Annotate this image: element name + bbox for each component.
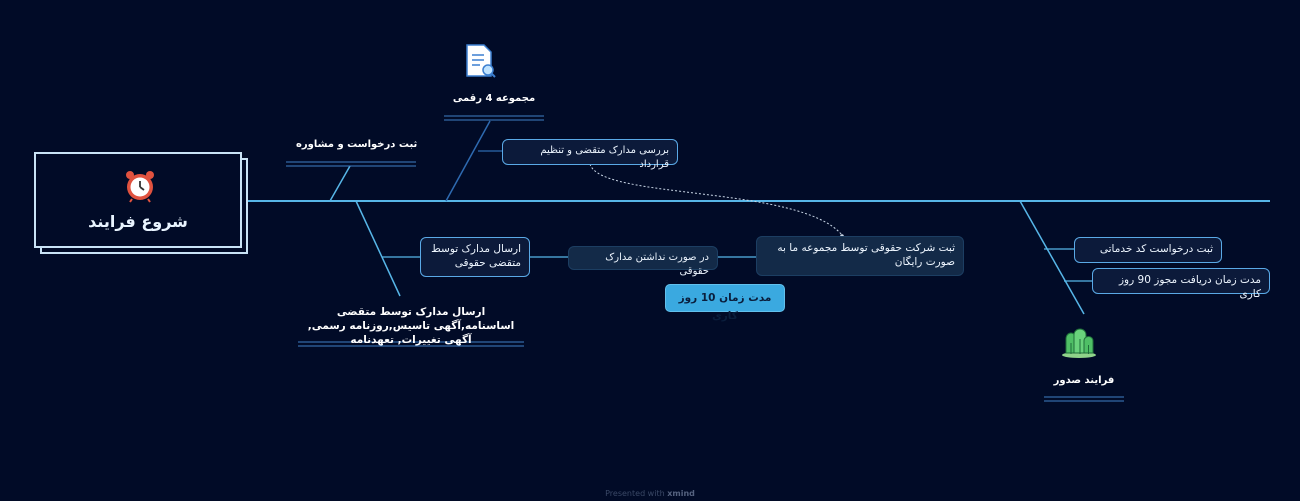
trees-icon bbox=[1060, 325, 1098, 359]
duration-10-days-node[interactable]: مدت زمان 10 روز کاری bbox=[665, 284, 785, 312]
service-code-node[interactable]: ثبت درخواست کد خدماتی bbox=[1074, 237, 1222, 263]
group-4digit-label[interactable]: مجموعه 4 رقمی bbox=[452, 93, 536, 104]
issuance-label[interactable]: فرایند صدور bbox=[1053, 375, 1115, 386]
alarm-clock-icon bbox=[122, 168, 158, 204]
document-search-icon bbox=[464, 43, 498, 81]
footer-prefix: Presented with bbox=[605, 489, 665, 498]
register-request-label[interactable]: ثبت درخواست و مشاوره bbox=[296, 139, 418, 150]
footer-brand: xmind bbox=[667, 489, 695, 498]
send-docs-full-label[interactable]: ارسال مدارک توسط متقضی اساسنامه,آگهی تاسیس,روزنامه رسمی, آگهی تغییرات, تعهدنامه bbox=[307, 306, 515, 346]
no-legal-docs-node[interactable]: در صورت نداشتن مدارک حقوقی bbox=[568, 246, 718, 270]
presented-with-footer bbox=[0, 489, 1300, 498]
free-registration-node[interactable]: ثبت شرکت حقوقی توسط مجموعه ما به صورت رایگان bbox=[756, 236, 964, 276]
root-node[interactable] bbox=[34, 152, 242, 248]
send-docs-node[interactable]: ارسال مدارک توسط متقضی حقوقی bbox=[420, 237, 530, 277]
review-docs-node[interactable]: بررسی مدارک متقضی و تنظیم قرارداد bbox=[502, 139, 678, 165]
root-title: شروع فرایند bbox=[88, 212, 188, 231]
license-90-days-node[interactable]: مدت زمان دریافت مجوز 90 روز کاری bbox=[1092, 268, 1270, 294]
